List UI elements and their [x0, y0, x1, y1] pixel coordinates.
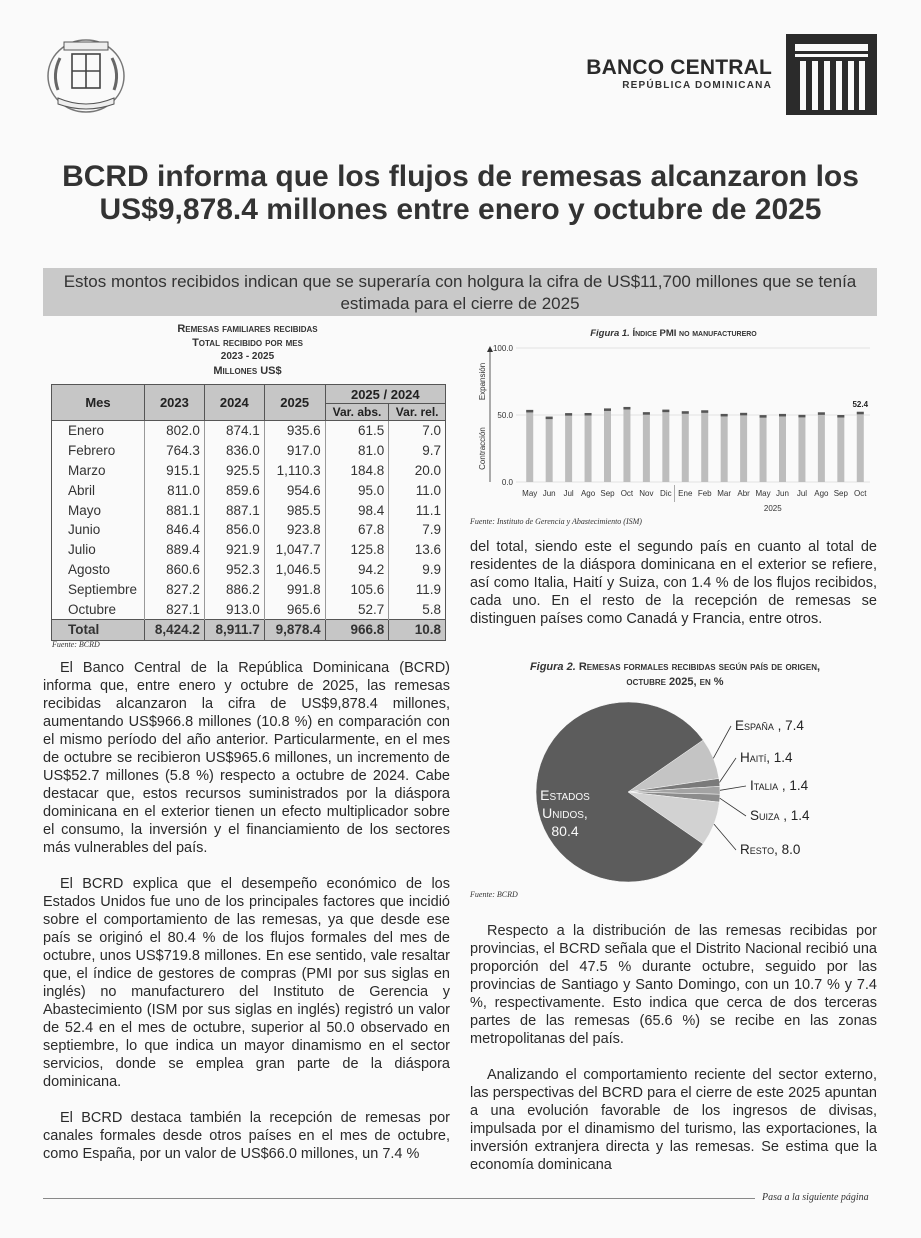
bar [818, 412, 825, 482]
footer-next-page: Pasa a la siguiente página [762, 1192, 869, 1203]
table-cell-value: 67.8 [325, 520, 389, 540]
bar-cap [760, 415, 767, 418]
bar-cap [585, 413, 592, 416]
table-cell-value: 913.0 [204, 599, 264, 619]
slice-label-name: Italia [750, 778, 779, 793]
th-2023: 2023 [144, 385, 204, 421]
bar [779, 414, 786, 482]
paragraph-1: El Banco Central de la República Dominicana (BCRD) informa que, entre enero y octubre de 2025, las remesas recibidas alcanzaron la cifra de US$9,878.4 millones, aumentando US$966.8 millones (10.8 %) en comparación con el mismo período del año anterior. Particularmente, en el mes de octubre se recibieron US$965.6 millones, un incremento de US$52.7 millones (5.8 %) respecto a octubre de 2024. Cabe destacar que, estos recursos suministrados por la diáspora dominicana en el exterior tienen un efecto multiplicador sobre el consumo, la inversión y el financiamiento de los sectores más vulnerables del país. [43, 660, 450, 856]
table-cell-value: 7.0 [389, 421, 446, 441]
bar [585, 413, 592, 482]
table-cell-value: 856.0 [204, 520, 264, 540]
table-row [52, 500, 446, 520]
bar [546, 417, 553, 482]
table-cell-month: Agosto [52, 560, 145, 580]
y-tick-label: 0.0 [501, 478, 513, 487]
bar-cap [721, 414, 728, 417]
table-cell-value: 81.0 [325, 441, 389, 461]
table-row [52, 520, 446, 540]
table-cell-value: 94.2 [325, 560, 389, 580]
slice-label-value: , 8.0 [774, 842, 801, 857]
slice-label-value: , 1.4 [779, 808, 810, 823]
bar [837, 415, 844, 482]
table-cell-value: 802.0 [144, 421, 204, 441]
bar [623, 407, 630, 482]
x-tick-label: Feb [697, 489, 712, 498]
table-cell-value: 887.1 [204, 500, 264, 520]
table-cell-value: 935.6 [264, 421, 325, 441]
table-cell-value: 8,424.2 [144, 619, 204, 640]
table-row [52, 560, 446, 580]
coat-of-arms-icon [44, 34, 128, 114]
slice-label [735, 718, 804, 733]
figure-1-source: Fuente: Instituto de Gerencia y Abastecimiento (ISM) [470, 517, 642, 526]
table-row [52, 579, 446, 599]
bar [682, 411, 689, 482]
figure-1-title [470, 328, 877, 339]
th-var-rel: Var. rel. [389, 404, 446, 421]
table-cell-value: 764.3 [144, 441, 204, 461]
table-title-line3: 2023 - 2025 [220, 351, 275, 362]
figure-2-caption: Remesas formales recibidas según país de origen, [578, 661, 821, 673]
remesas-table [51, 384, 446, 641]
table-cell-value: 52.7 [325, 599, 389, 619]
bar-cap [565, 413, 572, 416]
y-label-expansion: Expansión [478, 362, 487, 401]
table-source: Fuente: BCRD [52, 640, 100, 649]
bar [604, 408, 611, 482]
leader-line [713, 726, 731, 758]
table-cell-value: 5.8 [389, 599, 446, 619]
table-cell-value: 846.4 [144, 520, 204, 540]
paragraph-2: El BCRD explica que el desempeño económico de los Estados Unidos fue uno de los principales factores que incidió sobre el comportamiento de las remesas, ya que desde ese país se originó el 80.4 % de los flujos formales del mes de octubre, unos US$719.8 millones. En ese sentido, vale resaltar que, el índice de gestores de compras (PMI por sus siglas en inglés) no manufacturero del Instituto de Gerencia y Abastecimiento (ISM por sus siglas en inglés) registró un valor de 52.4 en el mes de octubre, superior al 50.0 observado en septiembre, lo que indica un mayor dinamismo en el sector servicios, donde se emplea gran parte de la diáspora dominicana. [43, 876, 450, 1090]
subheadline: Estos montos recibidos indican que se superaría con holgura la cifra de US$11,700 millones que se tenía estimada para el cierre de 2025 [43, 268, 877, 316]
bar [857, 412, 864, 482]
bank-building-logo-icon [786, 34, 877, 115]
slice-label-name: Suiza [750, 808, 780, 823]
x-tick-label: Jul [563, 489, 574, 498]
x-tick-label: Jul [796, 489, 808, 498]
table-cell-value: 923.8 [264, 520, 325, 540]
table-row [52, 441, 446, 461]
brand-name: BANCO CENTRAL [586, 56, 772, 79]
table-row [52, 461, 446, 481]
x-tick-label: Jun [776, 489, 789, 498]
data-label-last: 52.4 [852, 399, 869, 409]
table-cell-value: 11.9 [389, 579, 446, 599]
table-cell-value: 827.1 [144, 599, 204, 619]
table-row [52, 480, 446, 500]
table-cell-value: 811.0 [144, 480, 204, 500]
table-cell-month: Junio [52, 520, 145, 540]
table-title [140, 322, 355, 378]
x-tick-label: Oct [620, 489, 634, 498]
headline: BCRD informa que los flujos de remesas alcanzaron los US$9,878.4 millones entre enero y octubre de 2025 [62, 160, 859, 226]
table-cell-value: 925.5 [204, 461, 264, 481]
us-label-value: 80.4 [551, 823, 579, 839]
table-cell-value: 13.6 [389, 540, 446, 560]
table-cell-month: Febrero [52, 441, 145, 461]
slice-label-name: España [735, 718, 774, 733]
table-cell-value: 98.4 [325, 500, 389, 520]
x-tick-label: Jun [542, 489, 556, 498]
table-cell-value: 836.0 [204, 441, 264, 461]
bar-cap [623, 407, 630, 410]
figure-1-caption: Índice PMI no manufacturero [632, 328, 757, 339]
slice-label-value: , 1.4 [766, 750, 793, 765]
x-tick-label: Abr [737, 489, 750, 498]
th-mes: Mes [52, 385, 145, 421]
x-tick-label: Oct [854, 489, 867, 498]
table-row-total [52, 619, 446, 640]
table-row [52, 421, 446, 441]
table-cell-value: 915.1 [144, 461, 204, 481]
bar-cap [682, 411, 689, 414]
th-2024: 2024 [204, 385, 264, 421]
figure-1-label: Figura 1. [590, 328, 630, 339]
table-row [52, 540, 446, 560]
th-var-abs: Var. abs. [325, 404, 389, 421]
slice-label-value: , 1.4 [778, 778, 809, 793]
table-cell-value: 889.4 [144, 540, 204, 560]
table-cell-value: 105.6 [325, 579, 389, 599]
table-cell-value: 827.2 [144, 579, 204, 599]
bar-cap [857, 412, 864, 415]
slice-label [750, 808, 810, 823]
bar [740, 413, 747, 482]
th-2025: 2025 [264, 385, 325, 421]
table-cell-month: Total [52, 619, 145, 640]
bar [721, 414, 728, 482]
x-tick-label: Dic [660, 489, 672, 498]
table-cell-value: 965.6 [264, 599, 325, 619]
table-cell-month: Enero [52, 421, 145, 441]
leader-line [719, 758, 736, 782]
bar-cap [526, 410, 533, 413]
table-cell-value: 985.5 [264, 500, 325, 520]
table-cell-month: Septiembre [52, 579, 145, 599]
table-cell-value: 11.1 [389, 500, 446, 520]
table-cell-month: Octubre [52, 599, 145, 619]
table-cell-value: 20.0 [389, 461, 446, 481]
year-label: 2025 [763, 504, 782, 513]
paragraph-5: Respecto a la distribución de las remesas recibidas por provincias, el BCRD señala que el Distrito Nacional recibió una proporción del 47.5 % durante octubre, seguido por las provincias de Santiago y Santo Domingo, con un 10.7 % y 7.4 %, respectivamente. Esto indica que cerca de dos terceras partes de las remesas (65.6 %) se recibe en las zonas metropolitanas del país. [470, 923, 877, 1047]
y-tick-label: 100.0 [492, 344, 513, 353]
table-cell-value: 125.8 [325, 540, 389, 560]
brand-subtitle: REPÚBLICA DOMINICANA [622, 80, 772, 91]
figure-2-title [470, 660, 880, 690]
table-cell-value: 886.2 [204, 579, 264, 599]
table-cell-value: 95.0 [325, 480, 389, 500]
bar-cap [837, 415, 844, 418]
bar [643, 412, 650, 482]
table-cell-value: 1,110.3 [264, 461, 325, 481]
table-title-line1: Remesas familiares recibidas [177, 323, 318, 335]
leader-line [720, 786, 746, 790]
x-tick-label: Nov [639, 489, 654, 498]
slice-label-name: Resto [740, 842, 775, 857]
x-tick-label: May [755, 489, 771, 498]
remittances-pie-chart [470, 698, 880, 888]
table-cell-value: 921.9 [204, 540, 264, 560]
bar [565, 413, 572, 482]
figure-2-label: Figura 2. [529, 661, 576, 673]
slice-label [740, 750, 793, 765]
x-tick-label: Mar [717, 489, 732, 498]
figure-2-caption-line2: octubre 2025, en % [626, 676, 724, 688]
body-right-top [470, 538, 877, 628]
table-cell-value: 9,878.4 [264, 619, 325, 640]
table-cell-value: 10.8 [389, 619, 446, 640]
body-right-bottom [470, 922, 877, 1174]
y-tick-label: 50.0 [497, 411, 513, 420]
slice-label [750, 778, 809, 793]
table-title-line2: Total recibido por mes [192, 337, 303, 349]
leader-line [714, 824, 736, 850]
table-cell-value: 859.6 [204, 480, 264, 500]
table-cell-value: 860.6 [144, 560, 204, 580]
slice-label [740, 842, 800, 857]
x-tick-label: May [522, 489, 538, 498]
slice-label-name: Haití [740, 750, 767, 765]
table-cell-value: 1,047.7 [264, 540, 325, 560]
table-cell-value: 874.1 [204, 421, 264, 441]
x-tick-label: Sep [600, 489, 615, 498]
us-label-line1: Estados [540, 787, 590, 803]
paragraph-6: Analizando el comportamiento reciente del sector externo, las perspectivas del BCRD para el cierre de este 2025 apuntan a una evolución favorable de los ingresos de divisas, impulsada por el dinamismo del turismo, las exportaciones, la inversión extranjera directa y las remesas. Se estima que la economía dominicana [470, 1067, 877, 1173]
us-label-line2: Unidos, [542, 805, 588, 821]
table-cell-value: 952.3 [204, 560, 264, 580]
footer-divider [43, 1198, 755, 1199]
table-cell-value: 9.9 [389, 560, 446, 580]
table-cell-value: 184.8 [325, 461, 389, 481]
table-cell-month: Marzo [52, 461, 145, 481]
bar-cap [798, 415, 805, 418]
table-cell-value: 61.5 [325, 421, 389, 441]
bar [662, 410, 669, 482]
bar-cap [662, 410, 669, 413]
figure-2-source: Fuente: BCRD [470, 890, 518, 899]
slice-label-value: , 7.4 [773, 718, 804, 733]
table-cell-value: 11.0 [389, 480, 446, 500]
x-tick-label: Sep [833, 489, 848, 498]
paragraph-3: El BCRD destaca también la recepción de remesas por canales formales desde otros países en el mes de octubre, como España, por un valor de US$66.0 millones, un 7.4 % [43, 1110, 450, 1162]
y-label-contraction: Contracción [478, 427, 487, 470]
bar-cap [701, 410, 708, 413]
table-cell-value: 8,911.7 [204, 619, 264, 640]
bar-cap [779, 414, 786, 417]
body-left [43, 659, 450, 1163]
table-cell-value: 1,046.5 [264, 560, 325, 580]
table-cell-month: Julio [52, 540, 145, 560]
bar-cap [818, 412, 825, 415]
bar-cap [740, 413, 747, 416]
table-cell-value: 7.9 [389, 520, 446, 540]
table-row [52, 599, 446, 619]
table-cell-value: 991.8 [264, 579, 325, 599]
bar [701, 410, 708, 482]
x-tick-label: Ago [580, 489, 596, 498]
bar [526, 410, 533, 482]
pmi-bar-chart [468, 340, 878, 520]
bar [760, 415, 767, 482]
table-cell-month: Abril [52, 480, 145, 500]
table-body [52, 421, 446, 641]
leader-line [720, 798, 746, 816]
table-cell-value: 954.6 [264, 480, 325, 500]
paragraph-4: del total, siendo este el segundo país en cuanto al total de residentes de la diáspora dominicana en el exterior se refiere, así como Italia, Haití y Suiza, con 1.4 % de los flujos recibidos, cada uno. En el resto de la recepción de remesas se distinguen países como Canadá y Francia, entre otros. [470, 539, 877, 627]
table-cell-value: 966.8 [325, 619, 389, 640]
bar [798, 415, 805, 482]
table-title-line4: Millones US$ [213, 365, 282, 377]
bar-cap [643, 412, 650, 415]
table-cell-month: Mayo [52, 500, 145, 520]
table-cell-value: 917.0 [264, 441, 325, 461]
x-tick-label: Ene [678, 489, 693, 498]
table-cell-value: 9.7 [389, 441, 446, 461]
th-group: 2025 / 2024 [325, 385, 445, 404]
bar-cap [604, 408, 611, 411]
bar-cap [546, 417, 553, 420]
x-tick-label: Ago [814, 489, 829, 498]
table-cell-value: 881.1 [144, 500, 204, 520]
